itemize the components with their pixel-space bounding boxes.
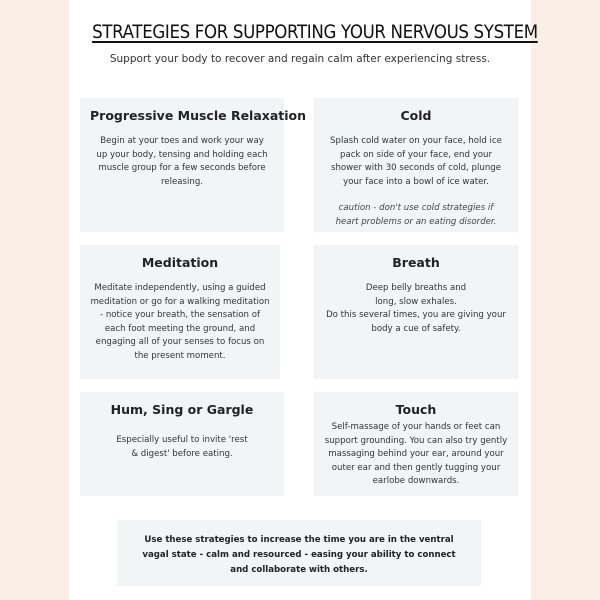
card-body: Self-massage of your hands or feet can support grounding. You can also try gently massaging behind your ear, around your outer ear and then gently tugging your earlobe downwards. xyxy=(324,422,508,486)
card-touch xyxy=(314,392,518,496)
footer-note: Use these strategies to increase the time you are in the ventral vagal state - calm and resourced - easing your ability to connect and collaborate with others. xyxy=(117,520,481,586)
card-progressive-muscle-relaxation xyxy=(80,98,307,232)
card-body-line: Do this several times, you are giving your xyxy=(326,310,506,320)
card-title: Breath xyxy=(392,255,440,270)
card-body-line: body a cue of safety. xyxy=(371,323,461,334)
page-title: STRATEGIES FOR SUPPORTING YOUR NERVOUS SYSTEM xyxy=(92,22,538,43)
card-title: Meditation xyxy=(141,255,219,270)
card-title: Progressive Muscle Relaxation xyxy=(90,108,307,123)
card-breath xyxy=(314,245,518,379)
card-caution-note: caution - don't use cold strategies if heart problems or an eating disorder. xyxy=(335,203,497,227)
card-body: Splash cold water on your face, hold ice pack on side of your face, end your shower with 30 seconds of cold, plunge your face into a bowl of ice water. xyxy=(330,136,502,187)
card-body-line: long, slow exhales. xyxy=(375,296,457,307)
card-body-line: Deep belly breaths and xyxy=(365,283,467,293)
card-title: Cold xyxy=(400,108,432,123)
card-body xyxy=(324,282,508,336)
document-page xyxy=(69,0,538,600)
page-subtitle: Support your body to recover and regain calm after experiencing stress. xyxy=(109,53,491,65)
card-title: Hum, Sing or Gargle xyxy=(110,402,254,417)
card-cold xyxy=(314,98,518,232)
card-title: Touch xyxy=(395,402,437,417)
card-meditation xyxy=(80,245,280,379)
card-body: Meditate independently, using a guided meditation or go for a walking meditation - notice your breath, the sensation of each foot meeting the ground, and engaging all of your senses to focus on the present moment. xyxy=(90,283,270,361)
card-hum-sing-gargle xyxy=(80,392,284,496)
card-body: Especially useful to invite 'rest & digest' before eating. xyxy=(116,435,248,459)
card-body: Begin at your toes and work your way up your body, tensing and holding each muscle group for a few seconds before releasing. xyxy=(96,136,268,187)
